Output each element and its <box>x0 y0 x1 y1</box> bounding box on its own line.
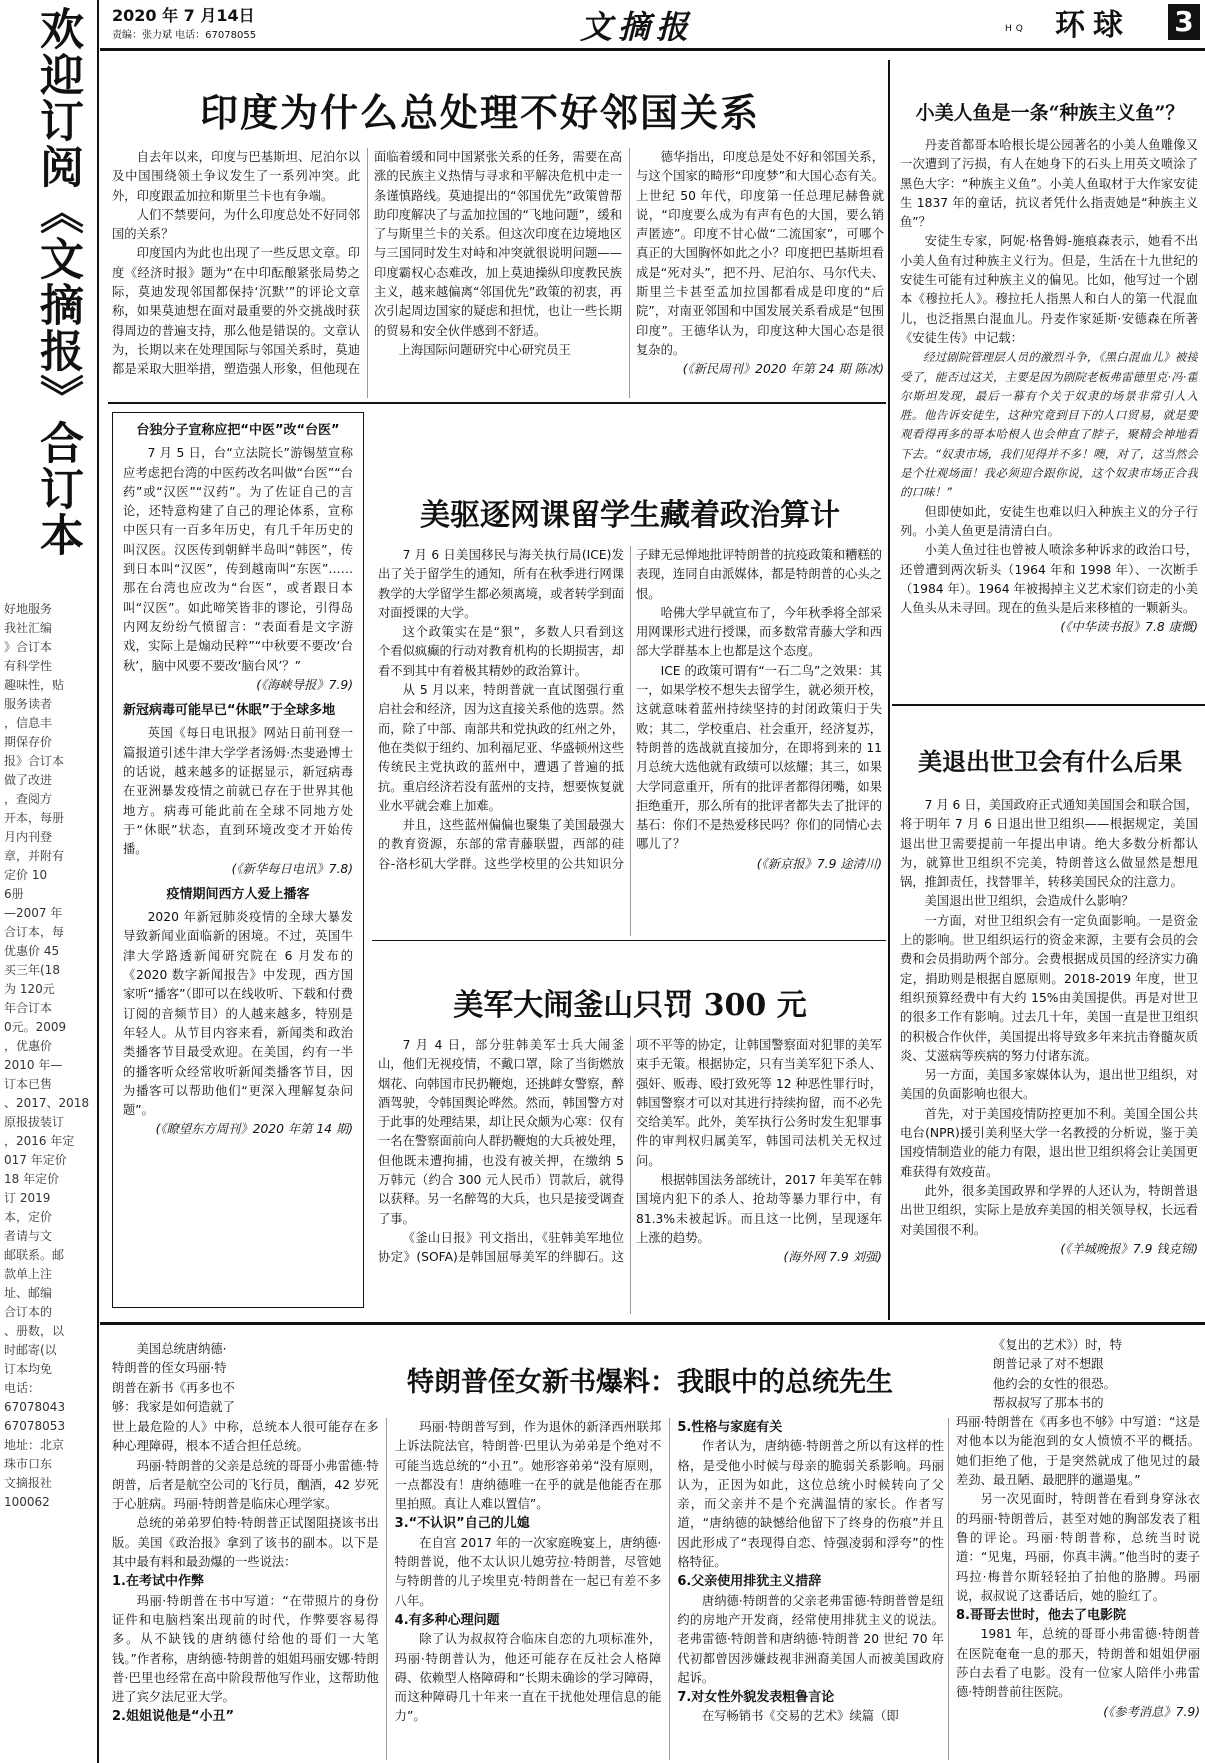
trump-section-title: 8.哥哥去世时，他去了电影院 <box>956 1608 1126 1624</box>
india-paragraph: 人们不禁要问，为什么印度总处不好同邻国的关系？ <box>112 207 360 242</box>
trump-section-text: 玛丽·特朗普在书中写道：“在带照片的身份证件和电脑档案出现前的时代，作弊要容易得多。从不缺钱的唐纳德付给他的哥们一大笔钱。”作者称，唐纳德·特朗普的姐姐玛丽安娜·特朗普·巴里也经常在高中阶段帮他写作业，这帮助他进了宾夕法尼亚大学。 <box>112 1593 379 1705</box>
mermaid-quote: 经过剧院管理层人员的激烈斗争，《黑白混血儿》被接受了，能否过这关，主要是因为剧院老板弗雷德里克·冯·霍尔斯坦发现，最后一幕有个关于奴隶的场景非常引人入胜。他告诉安徒生，这种究竟到目下的人口贸易，就是要观看得再多的哥本哈根人也会伸直了脖子，聚精会神地看下去。“奴隶市场，我们见得并不多！噢，对了，这当然会是个壮观场面！我必须迎合跟你说，这个奴隶市场正合我的口味！” <box>900 350 1198 500</box>
trump-col5-paragraph: 玛丽·特朗普在《再多也不够》中写道：“这是对他本以为能泡到的女人愤愤不平的概括。她们拒绝了他，于是突然就成了他见过的最差劲、最丑陋、最肥胖的邋遢鬼。” <box>956 1415 1200 1488</box>
students-paragraph: 并且，这些蓝州偏偏也聚集了美国最强大的教育资源，东部的常青藤联盟，西部的硅谷-洛杉矶大学群。这些学校里的公共知识分子肆无忌惮地批评特朗普的抗疫政策和糟糕的表现，连同自由派媒体，都是特朗普的心头之恨。 <box>378 548 882 871</box>
subscription-fragment: 期保存价 <box>4 735 53 749</box>
mermaid-headline: 小美人鱼是一条“种族主义鱼”？ <box>915 102 1185 124</box>
left-subscription-strip <box>0 0 96 1763</box>
trump-col5-rule <box>948 1418 949 1760</box>
subscription-fragment: 我社汇编 <box>4 621 53 635</box>
india-body <box>112 148 884 398</box>
subscription-fragment: ，查阅方 <box>4 792 53 806</box>
mermaid-paragraph: 安徒生专家，阿妮·格鲁姆-施痕森表示，她看不出小美人鱼有过种族主义行为。但是，生活在十九世纪的安徒生可能有过种族主义的偏见。比如，他写过一个剧本《穆拉托人》。穆拉托人指黑人和白人的第一代混血儿，也泛指黑白混血儿。丹麦作家延斯·安德森在所著《安徒生传》中记载： <box>900 234 1198 345</box>
busan-headline: 美军大闹釜山只罚 300 元 <box>453 988 807 1023</box>
trump-section-title: 7.对女性外貌发表粗鲁言论 <box>677 1690 835 1706</box>
subscription-fragment: 、2017、2018 <box>4 1096 90 1110</box>
left-strip-rule <box>97 0 99 1763</box>
trump-section-text: 唐纳德·特朗普的父亲老弗雷德·特朗普曾是纽约的房地产开发商，经常使用排犹主义的说法。老弗雷德·特朗普和唐纳德·特朗普 20 世纪 70 年代初都曾因涉嫌歧视非洲裔美国人而被美国政府起诉。 <box>677 1593 944 1685</box>
india-source: (《新民周刊》2020 年第 24 期 陈冰) <box>682 362 884 377</box>
section-name: 环球 <box>1055 8 1131 43</box>
students-source: (《新京报》7.9 途清川) <box>756 856 882 871</box>
subscription-fragment: 者请与文 <box>4 1229 53 1243</box>
section-tag: HQ <box>1005 24 1027 34</box>
subscription-fragment: 服务读者 <box>4 697 53 711</box>
subscription-fragment: 章，并附有 <box>4 849 65 863</box>
subscription-fragment: 趣味性，贴 <box>4 678 65 692</box>
subscription-fragment: 为 120元 <box>4 982 55 996</box>
trump-paragraph: 世上最危险的人》中称，总统本人很可能存在多种心理障碍，根本不适合担任总统。 <box>112 1420 379 1454</box>
trump-top-rule <box>100 1322 1205 1325</box>
mermaid-source: (《中华读书报》7.8 康慨) <box>1060 620 1198 635</box>
issue-date: 2020 年 7 月14日 <box>112 6 255 25</box>
brief-source: (《海峡导报》7.9) <box>256 677 353 692</box>
trump-headline: 特朗普侄女新书爆料：我眼中的总统先生 <box>407 1367 893 1398</box>
subscription-fragment: 优惠价 45 <box>4 944 60 958</box>
students-paragraph: 哈佛大学早就宣布了，今年秋季将全部采用网课形式进行授课，而多数常青藤大学和西部大学群基本上也都是这个态度。 <box>636 605 882 659</box>
subscription-fragment: 、册数，以 <box>4 1324 65 1338</box>
india-byline: 上海国际问题研究中心研究员王 <box>398 342 571 357</box>
mermaid-bottom-rule <box>892 704 1205 706</box>
india-paragraph: 自去年以来，印度与巴基斯坦、尼泊尔以及中国围绕领土争议发生了一系列冲突。此外，印度跟孟加拉和斯里兰卡也有争端。 <box>112 150 360 203</box>
subscription-fragment: 有科学性 <box>4 659 53 673</box>
subscription-fragment: 定价 10 <box>4 868 48 882</box>
subscription-fragment: 珠市口东 <box>4 1457 53 1471</box>
who-paragraph: 首先，对于美国疫情防控更加不利。美国全国公共电台(NPR)援引美利坚大学一名教授的分析说，鉴于美国疫情制造业的能力有限，退出世卫组织将会让美国更难获得有效疫苗。 <box>900 1106 1198 1179</box>
subscription-fragment: 电话： <box>4 1381 41 1395</box>
trump-paragraph: 总统的弟弟罗伯特·特朗普正试图阻挠该书出版。美国《政治报》拿到了该书的副本。以下是其中最有料和最劲爆的一些说法： <box>112 1516 379 1570</box>
trump-section-title: 1.在考试中作弊 <box>112 1574 204 1590</box>
subscription-fragments <box>4 600 94 1750</box>
subscription-fragment: 2010 年— <box>4 1058 63 1072</box>
subscription-fragment: 原报拔装订 <box>4 1115 65 1129</box>
subscription-title: 欢迎订阅《文摘报》合订本 <box>32 6 83 558</box>
brief-title: 新冠病毒可能早已“休眠”于全球多地 <box>123 703 336 719</box>
who-paragraph: 一方面，对世卫组织会有一定负面影响。一是资金上的影响。世卫组织运行的资金来源，主要有会员的会费和会员捐助两个部分。会费根据成员国的经济实力确定，捐助则是根据自愿原则。2018-2019 年度，世卫组织预算经费中有大约 15%由美国提供。再是对世卫的很多工作有影响。过去几十年，美国一直是世卫组织的积极合作伙伴，美国提出将导致多年来抗击脊髓灰质炎、艾滋病等疾病的努力付诸东流。 <box>900 913 1198 1063</box>
subscription-fragment: 合订本，每 <box>4 925 65 939</box>
subscription-fragment: 18 年定价 <box>4 1172 60 1186</box>
busan-paragraph: 《釜山日报》刊文指出，《驻韩美军地位协定》(SOFA)是韩国屈辱美军的绊脚石。这项不平等的协定，让韩国警察面对犯罪的美军束手无策。根据协定，只有当美军犯下杀人、强奸、贩毒、殴打致死等 12 种恶性罪行时，韩国警察才可以对其进行持续拘留，而不必先交给美军。此外，美军执行公务时发生犯罪事件的审判权归属美军，韩国司法机关无权过问。 <box>378 1038 882 1265</box>
mermaid-paragraph: 小美人鱼过往也曾被人喷涂多种诉求的政治口号，还曾遭到两次斩头（1964 年和 1998 年）、一次断手（1984 年）。1964 年被揭掉主义艺术家们窃走的小美人鱼头从未寻回。现在的鱼头是后来移植的一颗新头。 <box>900 543 1198 616</box>
brief-paragraph: 2020 年新冠肺炎疫情的全球大暴发导致新闻业面临新的困境。不过，英国牛津大学路透新闻研究院在 6 月发布的《2020 数字新闻报告》中发现，西方国家听“播客”（即可以在线收听、下载和付费订阅的音频节目）的人越来越多，特别是年轻人。从节目内容来看，新闻类和政治类播客节目最受欢迎。在美国，约有一半的播客听众经常收听新闻类播客节目，因为播客可以帮助他们“更深入理解复杂问题”。 <box>123 910 353 1118</box>
subscription-fragment: ，信息丰 <box>4 716 53 730</box>
trump-body <box>112 1418 944 1760</box>
subscription-fragment: ，2016 年定 <box>4 1134 75 1148</box>
subscription-fragment: 买三年(18 <box>4 963 60 977</box>
subscription-fragment: 合订本的 <box>4 1305 53 1319</box>
subscription-fragment: ，优惠价 <box>4 1039 53 1053</box>
subscription-fragment: 邮联系。邮 <box>4 1248 65 1262</box>
busan-paragraph: 7 月 4 日，部分驻韩美军士兵大闹釜山，他们无视疫情，不戴口罩，除了当街燃放烟花、向韩国市民扔鞭炮，还挑衅女警察，醉酒驾驶，令韩国舆论哗然。然而，韩国警方对于此事的处理结果，却让民众颇为心寒：仅有一名在警察面前向人群扔鞭炮的大兵被处理，但他既未遭拘捕，也没有被关押，在缴纳 5 万韩元（约合 300 元人民币）罚款后，就得以获释。另一名醉驾的大兵，也只是接受调查了事。 <box>378 1038 624 1226</box>
subscription-fragment: 100062 <box>4 1495 50 1509</box>
masthead-rule <box>100 48 1205 51</box>
who-paragraph: 美国退出世卫组织，会造成什么影响？ <box>924 894 1134 909</box>
trump-section-text: 玛丽·特朗普写到，作为退休的新泽西州联邦上诉法院法官，特朗普·巴里认为弟弟是个绝对不可能当选总统的“小丑”。她形容弟弟“没有原则，一点都没有！唐纳德唯一在乎的就是他能否在那里拍照。真让人难以置信”。 <box>394 1420 662 1512</box>
subscription-fragment: 017 年定价 <box>4 1153 67 1167</box>
who-paragraph: 另一方面，美国多家媒体认为，退出世卫组织，对美国的负面影响也很大。 <box>900 1068 1198 1102</box>
students-paragraph: 7 月 6 日美国移民与海关执行局(ICE)发出了关于留学生的通知，所有在秋季进行网课教学的大学留学生都必须离境，或者转学到面对面授课的大学。 <box>378 548 624 620</box>
subscription-fragment: 月内刊登 <box>4 830 53 844</box>
subscription-fragment: 6册 <box>4 887 24 901</box>
trump-col5 <box>956 1336 1200 1760</box>
busan-paragraph: 根据韩国法务部统计，2017 年美军在韩国境内犯下的杀人、抢劫等暴力罪行中，有 81.3%未被起诉。而且这一比例，呈现逐年上涨的趋势。 <box>636 1173 882 1245</box>
who-body <box>900 796 1198 1316</box>
masthead <box>100 0 1205 52</box>
brief-title: 台独分子宣称应把“中医”改“台医” <box>136 423 340 438</box>
students-bottom-rule <box>372 940 886 941</box>
trump-intro-line: 特朗普的侄女玛丽·特 <box>112 1361 227 1376</box>
trump-section-text: 作者认为，唐纳德·特朗普之所以有这样的性格，是受他小时候与母亲的脆弱关系影响。玛丽认为，正因为如此，这位总统小时候转向了父亲，而父亲并不是个充满温情的家长。作者写道，“唐纳德的缺憾给他留下了终身的伤痕”并且因此形成了“表现得自恋、恃强凌弱和浮夸”的性格特征。 <box>677 1439 944 1570</box>
trump-section-title: 4.有多种心理问题 <box>394 1612 500 1628</box>
students-body <box>378 546 882 936</box>
trump-section-title: 5.性格与家庭有关 <box>677 1420 783 1435</box>
right-column-rule <box>888 60 890 1320</box>
subscription-fragment: 开本，每册 <box>4 811 65 825</box>
busan-body <box>378 1036 882 1314</box>
editor-line: 责编：张力斌 电话：67078055 <box>112 30 257 41</box>
subscription-fragment: 报》合订本 <box>4 754 65 768</box>
subscription-fragment: —2007 年 <box>4 906 63 920</box>
subscription-fragment: 地址：北京 <box>4 1438 65 1452</box>
students-paragraph: ICE 的政策可谓有“一石二鸟”之效果：其一，如果学校不想失去留学生，就必须开校，这就意味着蓝州持续坚持的封闭政策归于失败；其二，学校重启、社会重开，经济复苏，特朗普的选战就直接加分，在即将到来的 11 月总统大选他就有政绩可以炫耀；其三，如果大学同意重开，所有的批评者都得闭嘴，如果拒绝重开，那么所有的批评者都失去了批评的基石：你们不是热爱移民吗？你们的同情心去哪儿了？ <box>636 663 882 852</box>
subscription-fragment: 67078043 <box>4 1400 66 1414</box>
subscription-fragment: 文摘报社 <box>4 1476 53 1490</box>
who-source: (《羊城晚报》7.9 钱克锦) <box>1060 1241 1198 1256</box>
brief-title: 疫情期间西方人爱上播客 <box>166 886 310 902</box>
trump-col5-line: 《复出的艺术》）时，特 <box>992 1338 1123 1352</box>
busan-source: (海外网 7.9 刘强) <box>783 1250 882 1265</box>
subscription-fragment: 好地服务 <box>4 602 53 616</box>
brief-source: (《新华每日电讯》7.8) <box>231 861 353 876</box>
trump-intro-line: 够：我家是如何造就了 <box>112 1399 235 1414</box>
subscription-fragment: 本，定价 <box>4 1210 53 1224</box>
who-paragraph: 此外，很多美国政界和学界的人还认为，特朗普退出世卫组织，实际上是放弃美国的相关领导权，长远看对美国很不利。 <box>900 1183 1198 1237</box>
trump-intro-line: 朗普在新书《再多也不 <box>112 1380 235 1395</box>
india-headline: 印度为什么总处理不好邻国关系 <box>199 90 760 135</box>
subscription-fragment: 》合订本 <box>4 640 53 654</box>
brief-source: (《瞭望东方周刊》2020 年第 14 期) <box>155 1122 353 1137</box>
trump-section-text: 在自宫 2017 年的一次家庭晚宴上，唐纳德·特朗普说，他不太认识儿媳劳拉·特朗普，尽管她与特朗普的儿子埃里克·特朗普在一起已有差不多八年。 <box>394 1535 662 1608</box>
trump-section-text: 除了认为叔叔符合临床自恋的九项标准外，玛丽·特朗普认为，他还可能存在反社会人格障碍、依赖型人格障碍和“长期未确诊的学习障碍，而这种障碍几十年来一直在干扰他处理信息的能力”。 <box>394 1632 662 1724</box>
brief-paragraph: 英国《每日电讯报》网站日前刊登一篇报道引述牛津大学学者汤姆·杰斐逊博士的话说，越来越多的证据显示，新冠病毒在亚洲暴发疫情之前就已存在于世界其他地方。病毒可能此前在全球不同地方处于“休眠”状态，直到环境改变才开始传播。 <box>123 726 353 857</box>
trump-section-title: 3.“不认识”自己的儿媳 <box>394 1516 530 1532</box>
trump-section-title: 6.父亲使用排犹主义措辞 <box>677 1574 822 1590</box>
subscription-fragment: 67078053 <box>4 1419 66 1433</box>
trump-intro-line: 美国总统唐纳德· <box>136 1342 227 1356</box>
subscription-fragment: 款单上注 <box>4 1267 53 1281</box>
paper-name: 文摘报 <box>580 8 695 46</box>
subscription-fragment: 做了改进 <box>4 773 53 787</box>
mermaid-body <box>900 136 1198 684</box>
india-paragraph: 德华指出，印度总是处不好和邻国关系，与这个国家的畸形“印度梦”和大国心态有关。上世纪 50 年代，印度第一任总理尼赫鲁就说，“印度要么成为有声有色的大国，要么销声匿迹”。印度不甘心做“二流国家”，可哪个真正的大国胸怀如此之小？印度把巴基斯坦看成是“死对头”，把不丹、尼泊尔、马尔代夫、斯里兰卡甚至孟加拉国都看成是印度的“后院”，对南亚邻国和中国发展关系看成是“包围印度”。王德华认为，印度这种大国心态是很复杂的。 <box>636 150 884 357</box>
subscription-fragment: 址、邮编 <box>4 1286 53 1300</box>
trump-col5-line: 朗普记录了对不想跟 <box>992 1357 1104 1372</box>
india-bottom-rule <box>108 402 886 404</box>
subscription-fragment: 订 2019 <box>4 1191 51 1205</box>
trump-section-text: 1981 年，总统的哥哥小弗雷德·特朗普在医院奄奄一息的那天，特朗普和姐姐伊丽莎白去看了电影。没有一位家人陪伴小弗雷德·特朗普前往医院。 <box>956 1627 1200 1700</box>
trump-paragraph: 玛丽·特朗普的父亲是总统的哥哥小弗雷德·特朗普，后者是航空公司的飞行员，酗酒，42 岁死于心脏病。玛丽·特朗普是临床心理学家。 <box>112 1458 379 1512</box>
mermaid-paragraph: 但即使如此，安徒生也难以归入种族主义的分子行列。小美人鱼更是清清白白。 <box>900 504 1198 538</box>
fragment-list <box>4 600 94 1512</box>
trump-col5-line: 他约会的女性的很恐。 <box>992 1376 1116 1391</box>
mermaid-paragraph: 丹麦首都哥本哈根长堤公园著名的小美人鱼雕像又一次遭到了污损，有人在她身下的石头上用英文喷涂了黑色大字：“种族主义鱼”。小美人鱼取材于大作家安徒生 1837 年的童话，抗议者凭什么指责她是“种族主义鱼”？ <box>900 138 1198 230</box>
brief-paragraph: 7 月 5 日，台“立法院长”游锡堃宣称应考虑把台湾的中医药改名叫做“台医”“台药”或“汉医”“汉药”。为了佐证自己的言论，还特意构建了自己的理论体系，宣称中医只有一百多年历史，有几千年历史的叫汉医。汉医传到朝鲜半岛叫“韩医”，传到日本叫“汉医”，传到越南叫“东医”……那在台湾也应改为“台医”，或者跟日本叫“汉医”。如此啼笑皆非的谬论，引得岛内网友纷纷气愤留言：“表面看是文字游戏，实际上是煽动民粹”“中秋要不要改‘台秋’，脑中风要不要改‘脑台风’？” <box>123 446 353 673</box>
students-headline: 美驱逐网课留学生藏着政治算计 <box>420 498 840 533</box>
brief-news-box <box>112 412 364 1308</box>
subscription-fragment: 订本均免 <box>4 1362 53 1376</box>
subscription-fragment: 订本已售 <box>4 1077 53 1091</box>
india-paragraph: 印度国内为此也出现了一些反思文章。印度《经济时报》题为“在中印酝酿紧张局势之际，莫迪发现邻国都保持‘沉默’”的评论文章称，如果莫迪想在面对最重要的外交挑战时获得周边的普遍支持，那么他是错误的。文章认为，长期以来在处理国际与邻国关系时，莫迪都是采取大胆举措，塑造强人形象，但他现在面临着缓和同中国紧张关系的任务，需要在高涨的民族主义热情与寻求和平解决危机中走一条谨慎路线。莫迪提出的“邻国优先”政策曾帮助印度解决了与孟加拉国的“飞地问题”，缓和了与斯里兰卡的关系。但这次印度在边境地区与三国同时发生对峙和冲突就很说明问题——印度霸权心态难改，加上莫迪操纵印度教民族主义，越来越偏离“邻国优先”政策的初衷，再次引起周边国家的疑虑和担忧，也让一些长期的贸易和安全伙伴感到不舒适。 <box>112 150 622 377</box>
trump-section-title: 2.姐姐说他是“小丑” <box>112 1709 235 1725</box>
trump-source: (《参考消息》7.9) <box>1103 1704 1200 1719</box>
trump-col5-paragraph: 另一次见面时，特朗普在看到身穿泳衣的玛丽·特朗普后，甚至对她的胸部发表了粗鲁的评论。玛丽·特朗普称，总统当时说道：“见鬼，玛丽，你真丰满。”他当时的妻子玛拉·梅普尔斯轻轻拍了拍他的胳膊。玛丽说，叔叔说了这番话后，她的脸红了。 <box>956 1492 1200 1603</box>
trump-col5-line: 帮叔叔写了那本书的 <box>992 1395 1104 1410</box>
students-paragraph: 这个政策实在是“狠”，多数人只看到这个看似疯癫的行动对教育机构的长期损害，却看不到其中有着极其精妙的政治算计。 <box>378 625 624 678</box>
trump-section-text: 在写畅销书《交易的艺术》续篇（即 <box>701 1709 899 1724</box>
subscription-fragment: 0元。2009 <box>4 1020 67 1034</box>
who-paragraph: 7 月 6 日，美国政府正式通知美国国会和联合国，将于明年 7 月 6 日退出世卫组织——根据规定，美国退出世卫需要提前一年提出申请。绝大多数分析都认为，就算世卫组织不完美，特朗普这么做显然是想甩锅，推卸责任，找替罪羊，转移美国民众的注意力。 <box>900 798 1198 890</box>
subscription-fragment: 时邮寄(以 <box>4 1343 57 1357</box>
page-number: 3 <box>1168 4 1200 40</box>
students-paragraph: 从 5 月以来，特朗普就一直试图强行重启社会和经济，因为这直接关系他的选票。然而，除了中部、南部共和党执政的红州之外，他在类似于纽约、加利福尼亚、华盛顿州这些传统民主党执政的蓝州中，遭遇了普遍的抵抗。重启经济若没有蓝州的支持，想要恢复就业水平就会难上加难。 <box>378 683 624 813</box>
subscription-fragment: 年合订本 <box>4 1001 53 1015</box>
who-headline: 美退出世卫会有什么后果 <box>918 747 1182 776</box>
